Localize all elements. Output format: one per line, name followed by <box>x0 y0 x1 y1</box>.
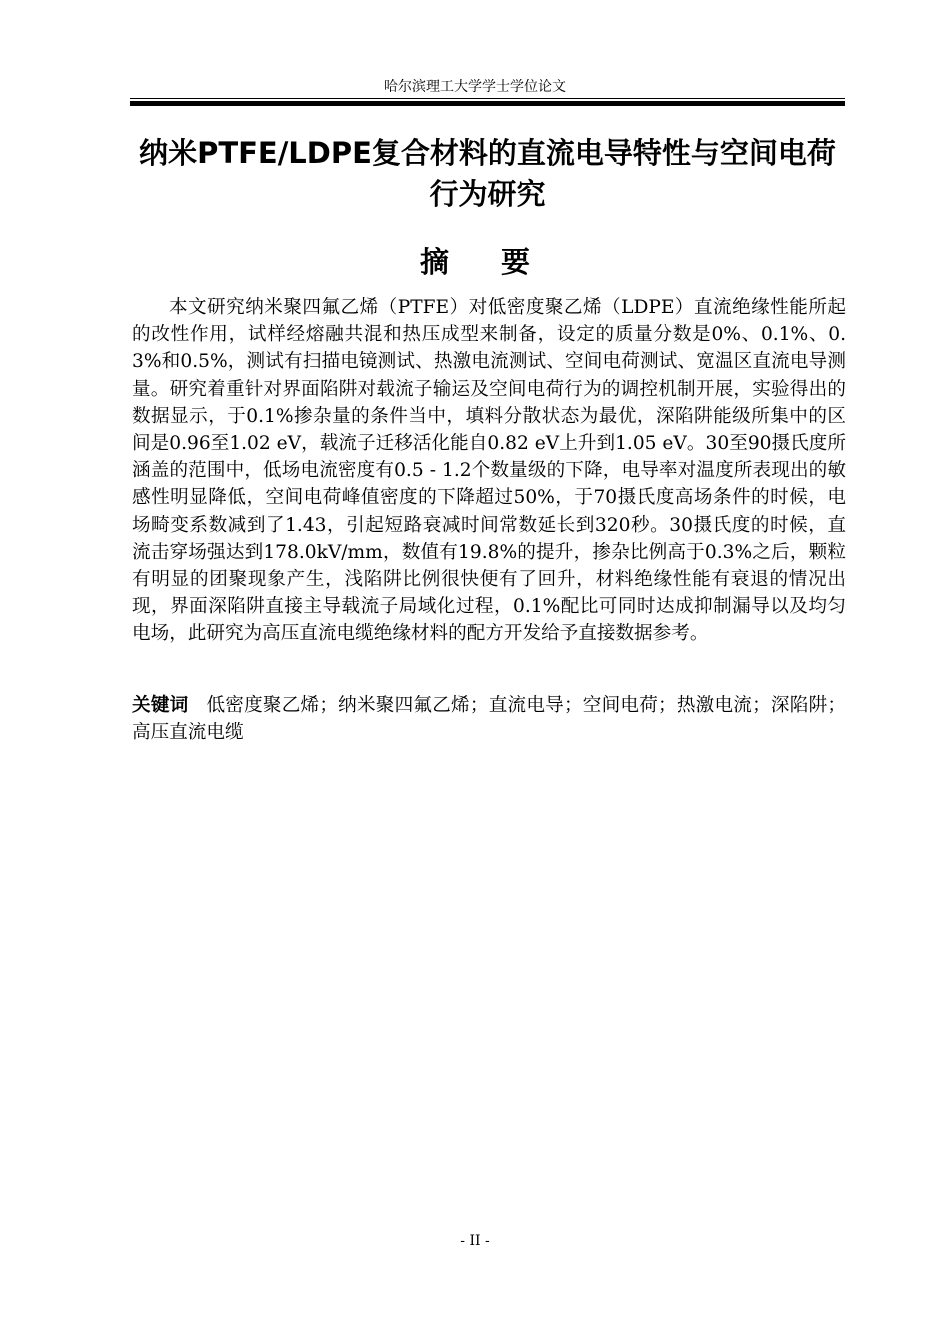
keywords-paragraph <box>132 692 846 746</box>
keywords-label: 关键词 <box>132 695 189 716</box>
page-number: - II - <box>460 1233 490 1249</box>
thesis-title: 纳米PTFE/LDPE复合材料的直流电导特性与空间电荷行为研究 <box>139 136 836 211</box>
header-rule-thin <box>130 98 845 99</box>
running-header: 哈尔滨理工大学学士学位论文 <box>384 79 566 95</box>
header-rule-thick <box>130 101 845 106</box>
abstract-heading: 摘要 <box>419 245 582 279</box>
keywords-text: 低密度聚乙烯；纳米聚四氟乙烯；直流电导；空间电荷；热激电流；深陷阱；高压直流电缆 <box>132 695 846 744</box>
abstract-body: 本文研究纳米聚四氟乙烯（PTFE）对低密度聚乙烯（LDPE）直流绝缘性能所起的改性作用，试样经熔融共混和热压成型来制备，设定的质量分数是0%、0.1%、0.3%和0.5%，测试有扫描电镜测试、热激电流测试、空间电荷测试、宽温区直流电导测量。研究着重针对界面陷阱对载流子输运及空间电荷行为的调控机制开展，实验得出的数据显示，于0.1%掺杂量的条件当中，填料分散状态为最优，深陷阱能级所集中的区间是0.96至1.02 eV，载流子迁移活化能自0.82 eV上升到1.05 eV。30至90摄氏度所涵盖的范围中，低场电流密度有0.5 - 1.2个数量级的下降，电导率对温度所表现出的敏感性明显降低，空间电荷峰值密度的下降超过50%，于70摄氏度高场条件的时候，电场畸变系数减到了1.43，引起短路衰减时间常数延长到320秒。30摄氏度的时候，直流击穿场强达到178.0kV/mm，数值有19.8%的提升，掺杂比例高于0.3%之后，颗粒有明显的团聚现象产生，浅陷阱比例很快便有了回升，材料绝缘性能有衰退的情况出现，界面深陷阱直接主导载流子局域化过程，0.1%配比可同时达成抑制漏导以及均匀电场，此研究为高压直流电缆绝缘材料的配方开发给予直接数据参考。 <box>132 297 846 645</box>
